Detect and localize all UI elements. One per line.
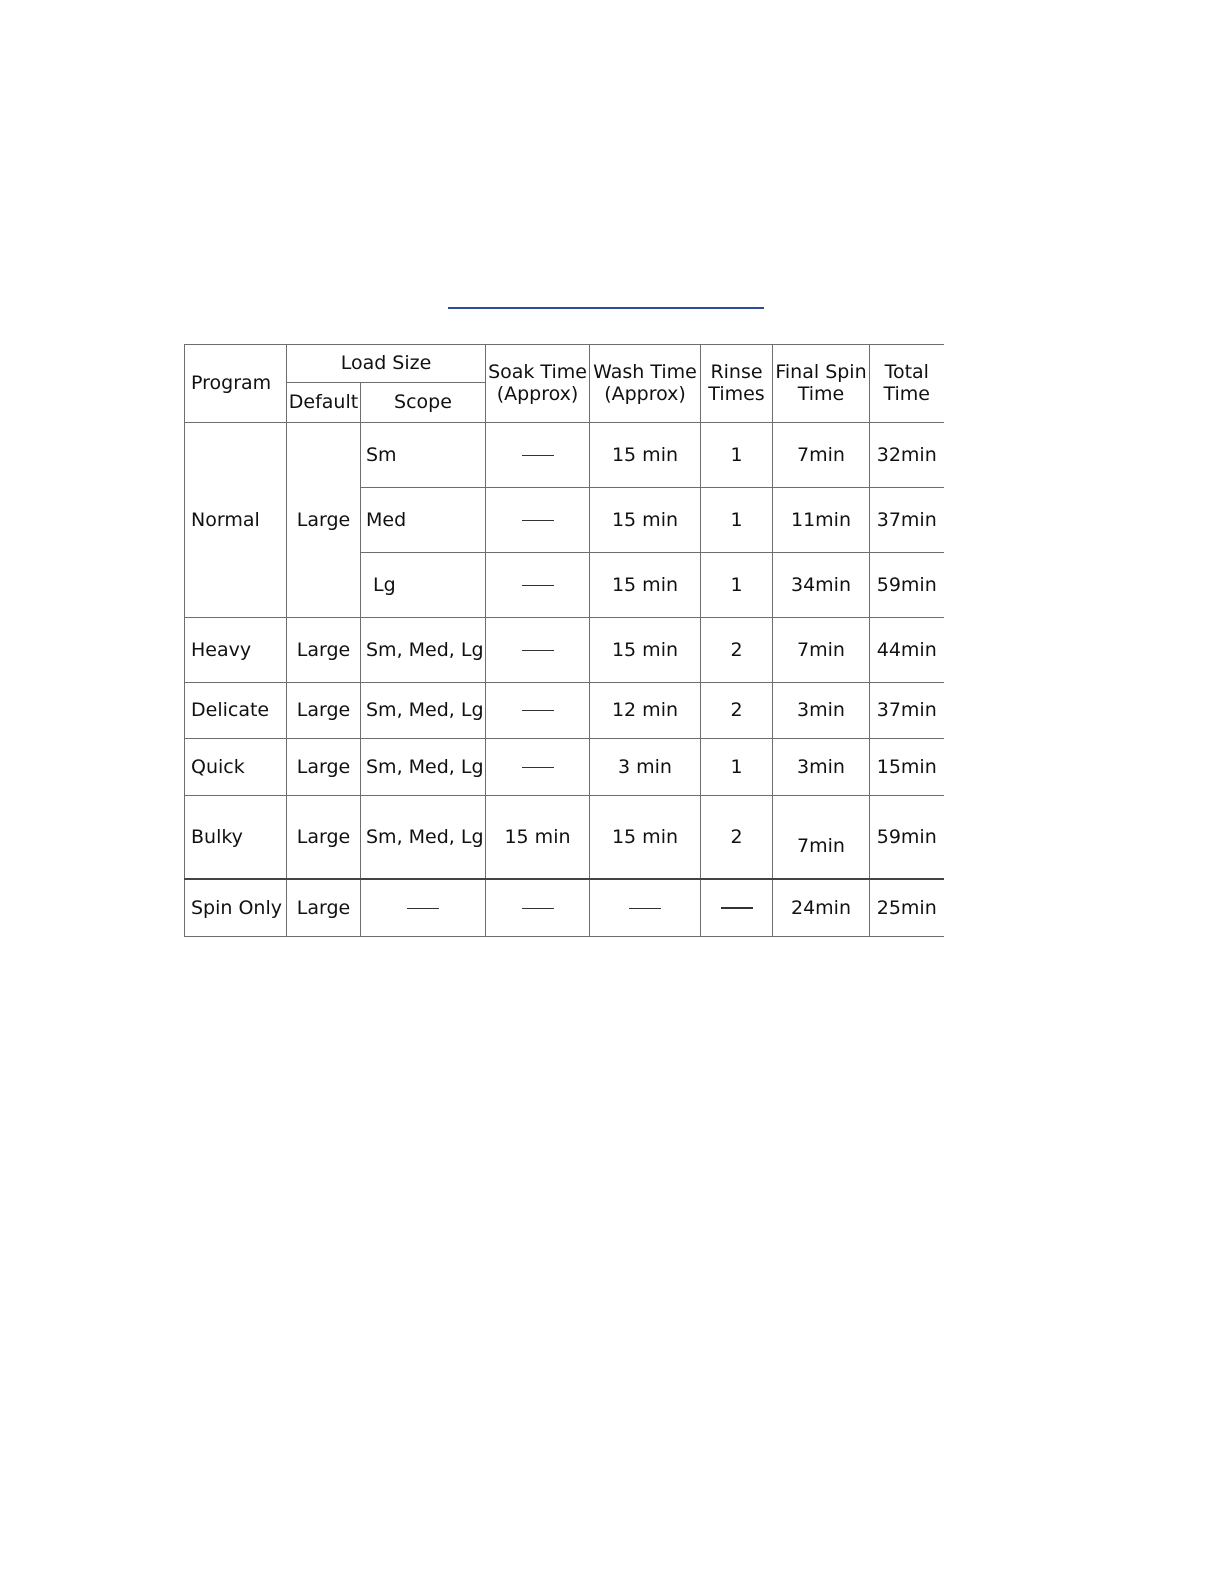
program-cell: Spin Only: [185, 879, 287, 937]
soak-cell: [486, 618, 590, 683]
spin-cell: 7min: [773, 423, 870, 488]
wash-cell: 12 min: [590, 683, 701, 739]
wash-cell: [590, 879, 701, 937]
spin-cell: 3min: [773, 739, 870, 796]
wash-cell: 15 min: [590, 553, 701, 618]
wash-cell: 15 min: [590, 488, 701, 553]
soak-cell: [486, 683, 590, 739]
total-cell: 59min: [870, 796, 944, 880]
dash-icon: [522, 585, 554, 586]
program-cell: Quick: [185, 739, 287, 796]
dash-icon: [522, 908, 554, 909]
default-cell: Large: [287, 739, 361, 796]
default-cell: Large: [287, 796, 361, 880]
scope-cell: Sm, Med, Lg: [361, 618, 486, 683]
total-cell: 15min: [870, 739, 944, 796]
program-cell: Bulky: [185, 796, 287, 880]
spin-cell: 3min: [773, 683, 870, 739]
spin-cell: 7min: [773, 796, 870, 880]
scope-cell: Sm, Med, Lg: [361, 796, 486, 880]
default-cell: Large: [287, 879, 361, 937]
total-cell: 44min: [870, 618, 944, 683]
dash-icon: [522, 767, 554, 768]
table-row: [185, 879, 944, 937]
total-time-header: Total Time: [870, 345, 944, 423]
table-row: [185, 739, 944, 796]
program-cell: Heavy: [185, 618, 287, 683]
dash-icon: [629, 908, 661, 909]
rinse-cell: 1: [701, 553, 773, 618]
rinse-cell: [701, 879, 773, 937]
rinse-cell: 2: [701, 796, 773, 880]
default-cell: Large: [287, 683, 361, 739]
table-row: [185, 618, 944, 683]
spin-cell: 7min: [773, 618, 870, 683]
rinse-cell: 2: [701, 618, 773, 683]
scope-cell: Sm, Med, Lg: [361, 683, 486, 739]
spin-cell: 34min: [773, 553, 870, 618]
scope-cell: Med: [361, 488, 486, 553]
scope-cell: Sm, Med, Lg: [361, 739, 486, 796]
default-cell: Large: [287, 423, 361, 618]
dash-icon: [522, 520, 554, 521]
program-cell: Delicate: [185, 683, 287, 739]
scope-cell: Sm: [361, 423, 486, 488]
spin-cell: 24min: [773, 879, 870, 937]
soak-cell: [486, 553, 590, 618]
spin-cell: 11min: [773, 488, 870, 553]
rinse-times-header: Rinse Times: [701, 345, 773, 423]
rinse-cell: 2: [701, 683, 773, 739]
table-row: [185, 683, 944, 739]
wash-time-header: Wash Time (Approx): [590, 345, 701, 423]
dash-icon: [407, 908, 439, 909]
table-row: [185, 796, 944, 880]
dash-icon: [522, 650, 554, 651]
scope-cell: [361, 879, 486, 937]
wash-cell: 15 min: [590, 618, 701, 683]
total-cell: 32min: [870, 423, 944, 488]
default-cell: Large: [287, 618, 361, 683]
header-row: [185, 345, 944, 383]
final-spin-header: Final Spin Time: [773, 345, 870, 423]
wash-program-table: [184, 344, 944, 937]
wash-cell: 3 min: [590, 739, 701, 796]
soak-cell: [486, 488, 590, 553]
dash-icon: [721, 907, 753, 909]
dash-icon: [522, 455, 554, 456]
soak-cell: [486, 739, 590, 796]
load-size-header: Load Size: [287, 345, 486, 383]
soak-time-header: Soak Time (Approx): [486, 345, 590, 423]
wash-cell: 15 min: [590, 423, 701, 488]
program-header: Program: [185, 345, 287, 423]
hyperlink-underline[interactable]: [448, 307, 764, 309]
scope-cell: Lg: [361, 553, 486, 618]
total-cell: 59min: [870, 553, 944, 618]
program-cell: Normal: [185, 423, 287, 618]
rinse-cell: 1: [701, 488, 773, 553]
table-row: [185, 423, 944, 488]
total-cell: 37min: [870, 683, 944, 739]
rinse-cell: 1: [701, 423, 773, 488]
rinse-cell: 1: [701, 739, 773, 796]
soak-cell: [486, 879, 590, 937]
dash-icon: [522, 710, 554, 711]
total-cell: 37min: [870, 488, 944, 553]
scope-header: Scope: [361, 383, 486, 423]
total-cell: 25min: [870, 879, 944, 937]
soak-cell: [486, 423, 590, 488]
wash-cell: 15 min: [590, 796, 701, 880]
soak-cell: 15 min: [486, 796, 590, 880]
default-header: Default: [287, 383, 361, 423]
